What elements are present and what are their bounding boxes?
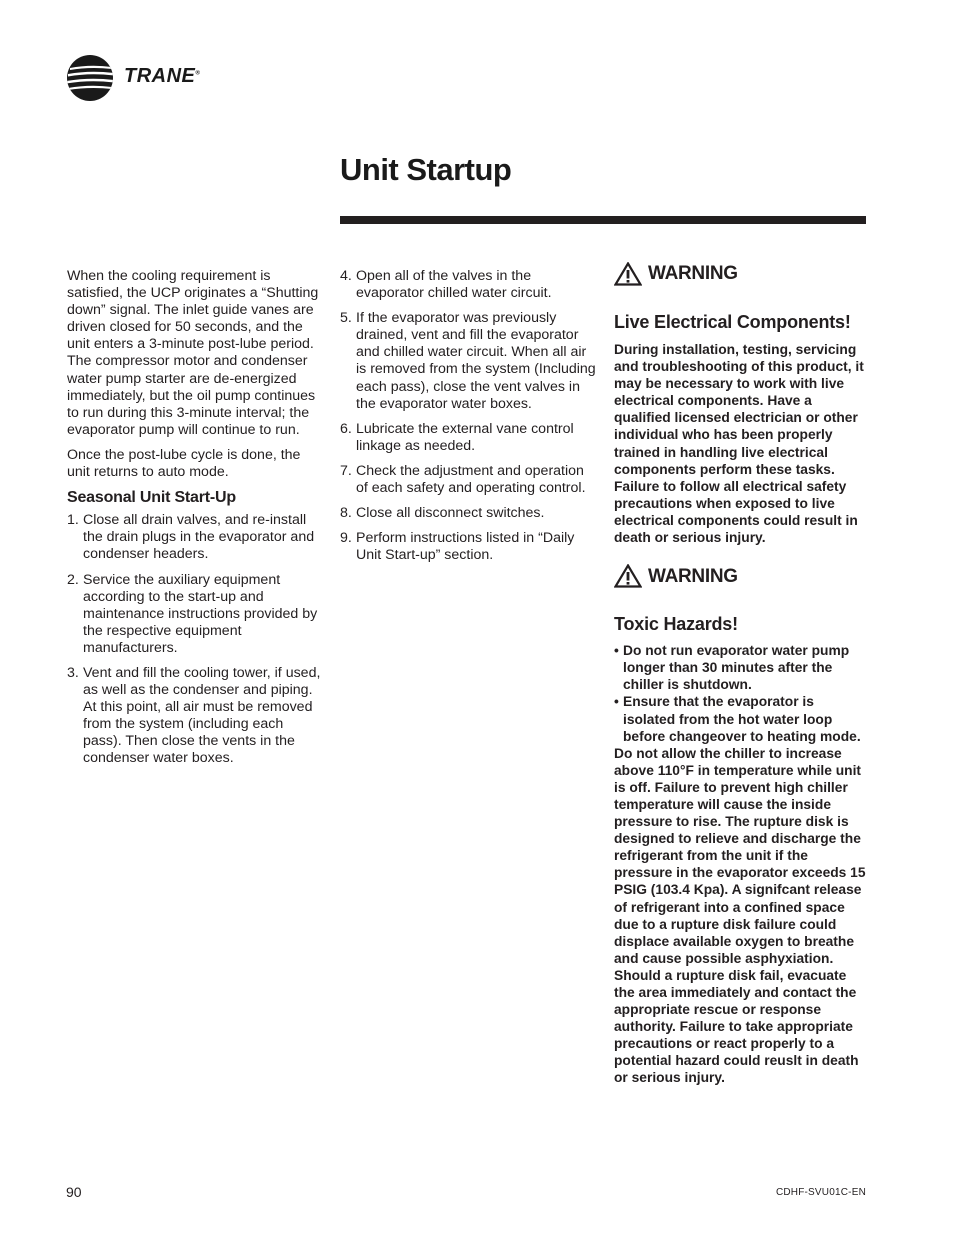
page-title: Unit Startup	[340, 152, 512, 187]
warning-triangle-icon	[614, 564, 642, 588]
trane-logo-mark-icon	[66, 54, 114, 102]
list-item: 8. Close all disconnect switches.	[340, 505, 545, 522]
warning-label: WARNING	[648, 263, 738, 285]
list-item: • Ensure that the evaporator is isolated from the hot water loop before changeover to heating mode.	[614, 694, 861, 744]
list-item: 4. Open all of the valves in the evaporator chilled water circuit.	[340, 268, 552, 302]
page-number: 90	[66, 1184, 82, 1200]
column-3	[614, 263, 868, 1087]
warning-header	[614, 564, 868, 588]
shutdown-paragraph: When the cooling requirement is satisfied, the UCP originates a “Shutting down” signal. The inlet guide vanes are driven closed for 50 seconds, and the unit enters a 3-minute post-lube period. The compressor motor and condenser water pump starter are de-energized immediately, but the oil pump continues to run during this 3-minute interval; the evaporator pump will continue to run.	[67, 268, 319, 438]
toxic-warning-text: Do not allow the chiller to increase above 110°F in temperature while unit is off. Failure to prevent high chiller temperature will cause the inside pressure to rise. The rupture disk is designed to relieve and discharge the refrigerant from the unit if the pressure in the evaporator exceeds 15 PSIG (103.4 Kpa). A signifcant release of refrigerant into a confined space due to a rupture disk failure could displace available oxygen to breathe and cause possible asphyxiation. Should a rupture disk fail, evacuate the area immediately and contact the appropriate rescue or response authority. Failure to take appropriate precautions or react properly to a potential hazard could reuslt in death or serious injury.	[614, 745, 866, 1086]
title-rule	[340, 216, 866, 224]
seasonal-steps-list-continued	[340, 268, 598, 564]
list-item: 3. Vent and fill the cooling tower, if used, as well as the condenser and piping. At this point, all air must be removed from the system (including each pass). Then close the vents in the condenser water boxes.	[67, 664, 321, 767]
hazard-title-toxic: Toxic Hazards!	[614, 614, 738, 635]
list-item: 7. Check the adjustment and operation of each safety and operating control.	[340, 462, 586, 497]
toxic-hazard-bullets	[614, 642, 868, 745]
column-1	[67, 268, 322, 776]
warning-header	[614, 262, 868, 286]
auto-mode-paragraph: Once the post-lube cycle is done, the unit returns to auto mode.	[67, 446, 301, 481]
seasonal-steps-list	[67, 512, 322, 767]
list-item: 2. Service the auxiliary equipment according to the start-up and maintenance instructions provided by the respective equipment manufacturers.	[67, 571, 318, 656]
column-2	[340, 268, 598, 572]
hazard-title-electrical: Live Electrical Components!	[614, 312, 851, 332]
list-item: 9. Perform instructions listed in “Daily Unit Start-up” section.	[340, 530, 575, 564]
electrical-warning-text: During installation, testing, servicing and troubleshooting of this product, it may be necessary to work with live electrical components. Have a qualified licensed electrician or other individual who has been properly trained in handling live electrical components perform these tasks. Failure to follow all electrical safety precautions when exposed to live electrical components could result in death or serious injury.	[614, 342, 864, 546]
trane-wordmark: TRANE®	[124, 64, 201, 87]
list-item: 5. If the evaporator was previously drained, vent and fill the evaporator and chilled water circuit. When all air is removed from the system (Including each pass), close the vent valves in the evaporator water boxes.	[340, 310, 596, 412]
document-code: CDHF-SVU01C-EN	[775, 1187, 866, 1198]
list-item: 6. Lubricate the external vane control linkage as needed.	[340, 420, 574, 454]
seasonal-startup-heading: Seasonal Unit Start-Up	[67, 489, 236, 507]
list-item: 1. Close all drain valves, and re-install the drain plugs in the evaporator and condenser headers.	[67, 512, 315, 563]
warning-triangle-icon	[614, 262, 642, 286]
list-item: • Do not run evaporator water pump longer than 30 minutes after the chiller is shutdown.	[614, 643, 850, 693]
warning-label: WARNING	[648, 565, 738, 587]
trane-logo	[66, 54, 200, 102]
